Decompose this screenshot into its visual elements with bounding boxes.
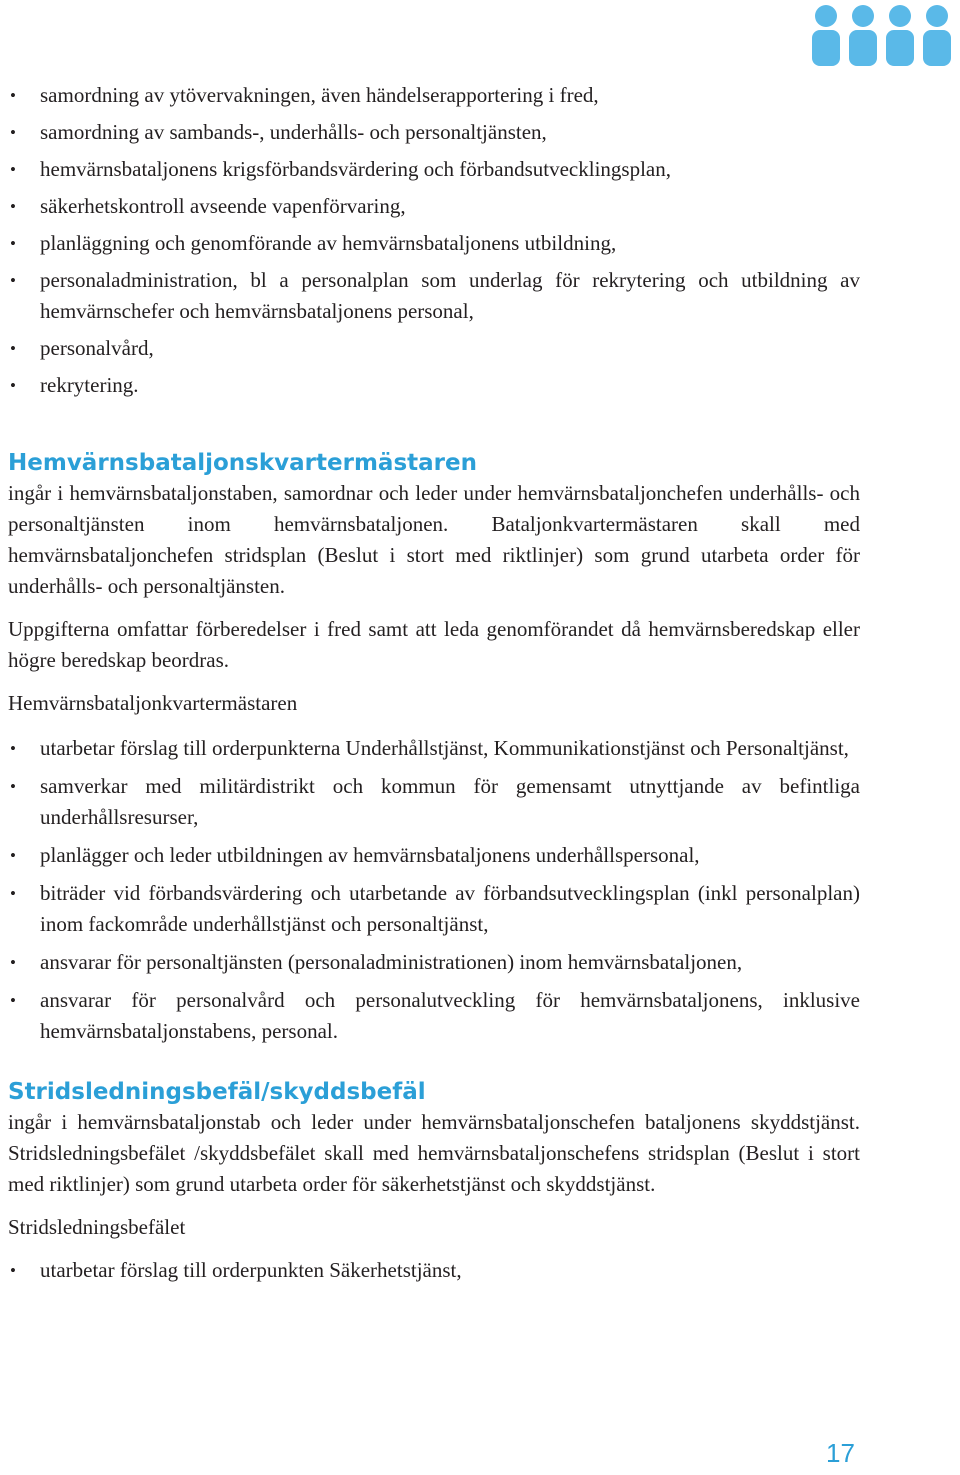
section-paragraph: Uppgifterna omfattar förberedelser i fred samt att leda genomförandet då hemvärnsberedskap eller högre beredskap beordras. (8, 617, 860, 672)
list-item: • personalvård, (8, 333, 860, 364)
list-item: • biträder vid förbandsvärdering och utarbetande av förbandsutvecklingsplan (inkl personalplan) inom fackområde underhållstjänst och personaltjänst, (8, 878, 860, 940)
list-item: • utarbetar förslag till orderpunkterna Underhållstjänst, Kommunikationstjänst och Personaltjänst, (8, 733, 860, 764)
list-item: • ansvarar för personaltjänsten (personaladministrationen) inom hemvärnsbataljonen, (8, 947, 860, 978)
document-body (8, 80, 860, 1293)
list-intro: Hemvärnsbataljonkvartermästaren (8, 691, 298, 715)
list-item: • hemvärnsbataljonens krigsförbandsvärdering och förbandsutvecklingsplan, (8, 154, 860, 185)
list-item: • ansvarar för personalvård och personalutveckling för hemvärnsbataljonens, inklusive hemvärnsbataljonstabens, personal. (8, 985, 860, 1047)
list-item: • rekrytering. (8, 370, 860, 401)
list-item: • planlägger och leder utbildningen av hemvärnsbataljonens underhållspersonal, (8, 840, 860, 871)
list-item: • utarbetar förslag till orderpunkten Säkerhetstjänst, (8, 1255, 860, 1286)
list-item: • planläggning och genomförande av hemvärnsbataljonens utbildning, (8, 228, 860, 259)
list-item: • samverkar med militärdistrikt och kommun för gemensamt utnyttjande av befintliga underhållsresurser, (8, 771, 860, 833)
section-paragraph: ingår i hemvärnsbataljonstab och leder under hemvärnsbataljonschefen bataljonens skyddstjänst. Stridsledningsbefälet /skyddsbefälet skall med hemvärnsbataljonschefens stridsplan (Beslut i stort med riktlinjer) som grund utarbeta order för säkerhetstjänst och skyddstjänst. (8, 1110, 860, 1196)
list-item: • personaladministration, bl a personalplan som underlag för rekrytering och utbildning av hemvärnschefer och hemvärnsbataljonens personal, (8, 265, 860, 327)
section-heading-stridsledningsbefal: Stridsledningsbefäl/skyddsbefäl (8, 1079, 426, 1105)
task-list (8, 733, 860, 1047)
section-heading-kvartermastare: Hemvärnsbataljonskvartermästaren (8, 450, 477, 476)
section-paragraph: ingår i hemvärnsbataljonstaben, samordnar och leder under hemvärnsbataljonchefen underhålls- och personaltjänsten inom hemvärnsbataljonen. Bataljonkvartermästaren skall med hemvärnsbataljonchefen stridsplan (Beslut i stort med riktlinjer) som grund utarbeta order för underhålls- och personaltjänsten. (8, 481, 860, 598)
responsibility-list (8, 80, 860, 401)
list-item: • säkerhetskontroll avseende vapenförvaring, (8, 191, 860, 222)
page-number: 17 (826, 1438, 855, 1468)
people-group-logo-icon (808, 4, 956, 66)
list-intro: Stridsledningsbefälet (8, 1215, 186, 1239)
list-item: • samordning av ytövervakningen, även händelserapportering i fred, (8, 80, 860, 111)
list-item: • samordning av sambands-, underhålls- och personaltjänsten, (8, 117, 860, 148)
task-list (8, 1255, 860, 1286)
